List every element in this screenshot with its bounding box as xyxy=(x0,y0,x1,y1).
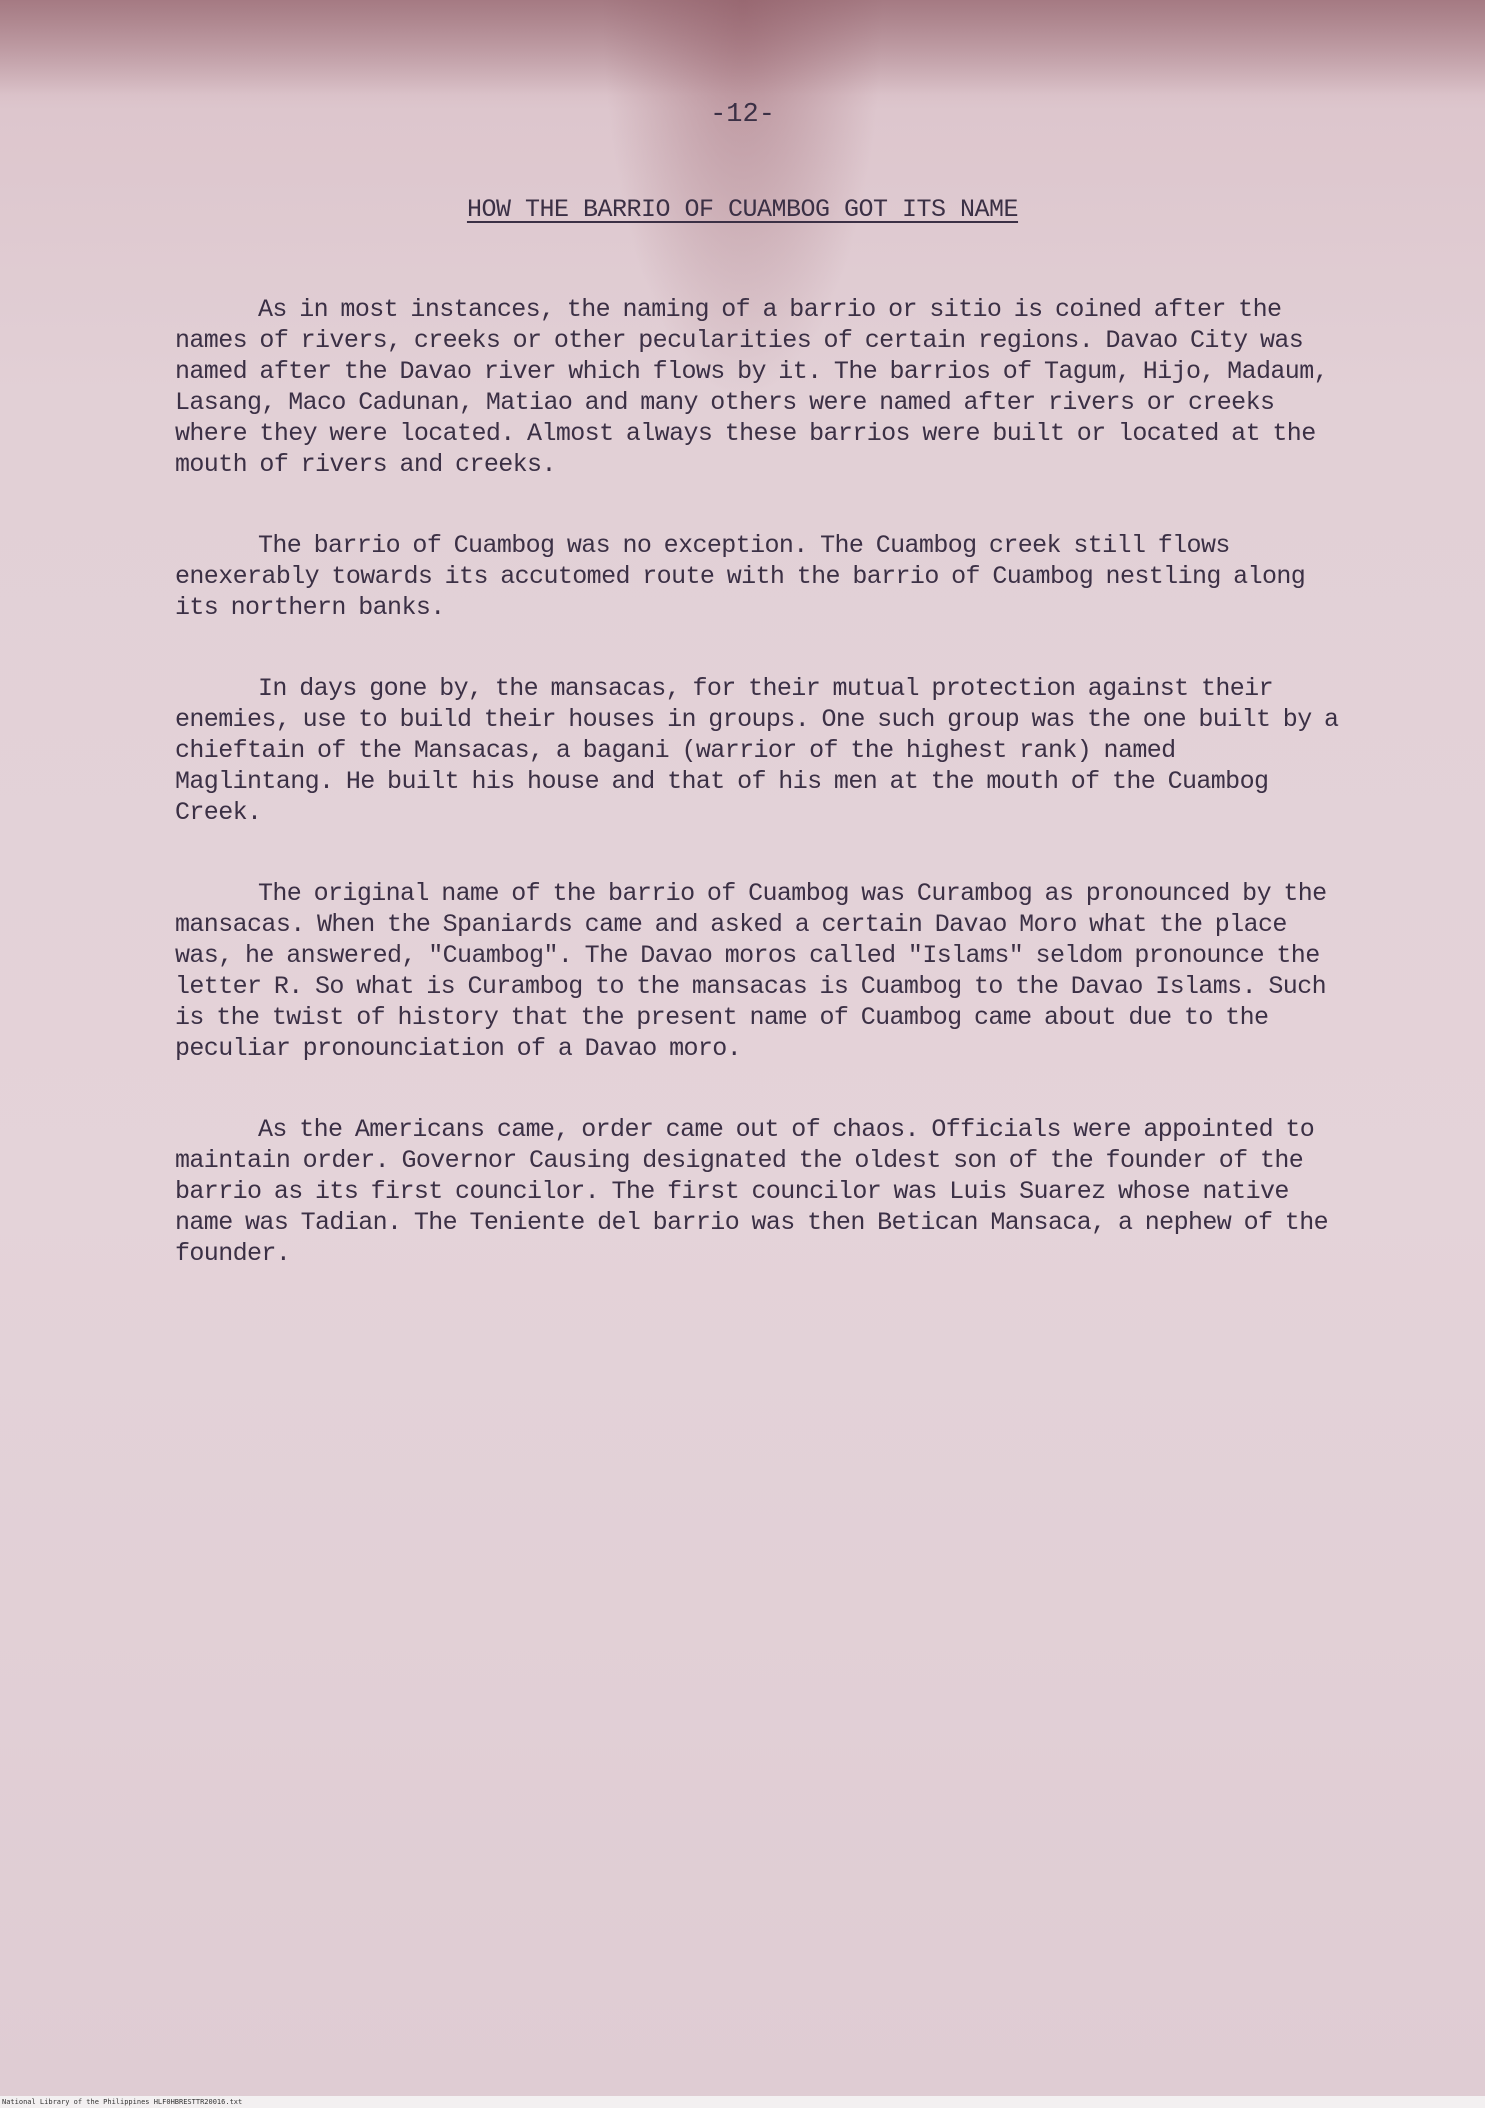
paragraph-2: The barrio of Cuambog was no exception. The Cuambog creek still flows enexerably towards its accutomed route with the barrio of Cuambog nestling along its northern banks. xyxy=(175,531,1306,622)
paragraph-1: As in most instances, the naming of a barrio or sitio is coined after the names of rivers, creeks or other pecularities of certain regions. Davao City was named after the Davao river which flows by it. The barrios of Tagum, Hijo, Madaum, Lasang, Maco Cadunan, Matiao and many others were named after rivers or creeks where they were located. Almost always these barrios were built or located at the mouth of rivers and creeks. xyxy=(175,295,1329,479)
paragraph-5: As the Americans came, order came out of chaos. Officials were appointed to maintain order. Governor Causing designated the oldest son of the founder of the barrio as its first councilor. The first councilor was Luis Suarez whose native name was Tadian. The Teniente del barrio was then Betican Mansaca, a nephew of the founder. xyxy=(175,1115,1329,1268)
document-body xyxy=(175,294,1345,1319)
document-title-text: HOW THE BARRIO OF CUAMBOG GOT ITS NAME xyxy=(466,195,1019,224)
footer-credit: National Library of the Philippines HLF0HBRESTTR20016.txt xyxy=(2,2098,243,2106)
paper-stain xyxy=(0,0,1485,95)
document-title xyxy=(0,195,1485,224)
paragraph-4: The original name of the barrio of Cuambog was Curambog as pronounced by the mansacas. When the Spaniards came and asked a certain Davao Moro what the place was, he answered, "Cuambog". The Davao moros called "Islams" seldom pronounce the letter R. So what is Curambog to the mansacas is Cuambog to the Davao Islams. Such is the twist of history that the present name of Cuambog came about due to the peculiar pronounciation of a Davao moro. xyxy=(175,879,1327,1063)
page-number: -12- xyxy=(710,100,775,130)
paragraph-3: In days gone by, the mansacas, for their mutual protection against their enemies, use to build their houses in groups. One such group was the one built by a chieftain of the Mansacas, a bagani (warrior of the highest rank) named Maglintang. He built his house and that of his men at the mouth of the Cuambog Creek. xyxy=(175,674,1339,827)
